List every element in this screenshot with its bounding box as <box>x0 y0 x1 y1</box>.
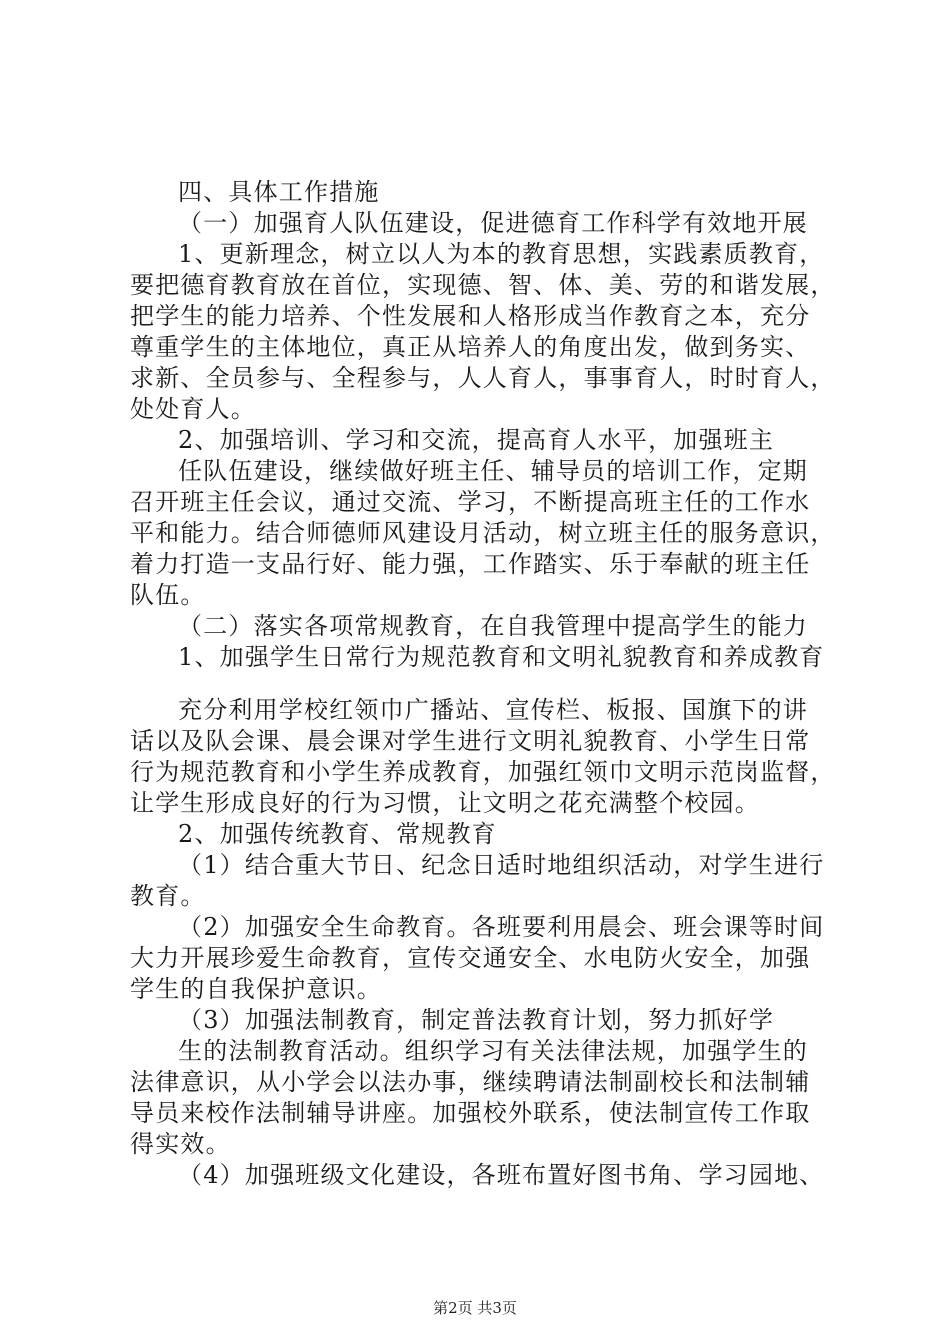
paragraph-line: 行为规范教育和小学生养成教育，加强红领巾文明示范岗监督， <box>130 758 836 786</box>
paragraph-line: 2、加强传统教育、常规教育 <box>178 820 497 848</box>
paragraph-line: （3）加强法制教育，制定普法教育计划，努力抓好学 <box>178 1006 775 1034</box>
paragraph-line: 着力打造一支品行好、能力强，工作踏实、乐于奉献的班主任 <box>130 550 811 578</box>
paragraph-line: 让学生形成良好的行为习惯，让文明之花充满整个校园。 <box>130 789 760 817</box>
paragraph-line: 得实效。 <box>130 1130 231 1158</box>
paragraph-line: 导员来校作法制辅导讲座。加强校外联系，使法制宣传工作取 <box>130 1099 811 1127</box>
paragraph-line: 法律意识，从小学会以法办事，继续聘请法制副校长和法制辅 <box>130 1068 811 1096</box>
subsection-heading: （二）落实各项常规教育，在自我管理中提高学生的能力 <box>178 612 808 640</box>
paragraph-line: 把学生的能力培养、个性发展和人格形成当作教育之本，充分 <box>130 302 811 330</box>
paragraph-line: 充分利用学校红领巾广播站、宣传栏、板报、国旗下的讲 <box>178 696 808 724</box>
paragraph-line: 大力开展珍爱生命教育，宣传交通安全、水电防火安全，加强 <box>130 944 811 972</box>
paragraph-line: 队伍。 <box>130 581 206 609</box>
paragraph-line: （2）加强安全生命教育。各班要利用晨会、班会课等时间 <box>178 913 825 941</box>
paragraph-line: 1、加强学生日常行为规范教育和文明礼貌教育和养成教育 <box>178 643 825 671</box>
paragraph-line: 平和能力。结合师德师风建设月活动，树立班主任的服务意识， <box>130 519 836 547</box>
paragraph-line: 处处育人。 <box>130 395 256 423</box>
page-number-footer: 第2页 共3页 <box>433 1299 517 1317</box>
paragraph-line: 求新、全员参与、全程参与，人人育人，事事育人，时时育人， <box>130 364 836 392</box>
paragraph-line: 2、加强培训、学习和交流，提高育人水平，加强班主 <box>178 426 775 454</box>
paragraph-line: 要把德育教育放在首位，实现德、智、体、美、劳的和谐发展， <box>130 271 836 299</box>
paragraph-line: （4）加强班级文化建设，各班布置好图书角、学习园地、 <box>178 1161 825 1189</box>
paragraph-line: 话以及队会课、晨会课对学生进行文明礼貌教育、小学生日常 <box>130 727 811 755</box>
subsection-heading: （一）加强育人队伍建设，促进德育工作科学有效地开展 <box>178 209 808 237</box>
paragraph-line: 召开班主任会议，通过交流、学习，不断提高班主任的工作水 <box>130 488 811 516</box>
paragraph-line: 尊重学生的主体地位，真正从培养人的角度出发，做到务实、 <box>130 333 811 361</box>
paragraph-line: 任队伍建设，继续做好班主任、辅导员的培训工作，定期 <box>178 457 808 485</box>
section-heading: 四、具体工作措施 <box>178 178 380 206</box>
paragraph-line: 生的法制教育活动。组织学习有关法律法规，加强学生的 <box>178 1037 808 1065</box>
paragraph-line: 教育。 <box>130 882 206 910</box>
paragraph-line: 学生的自我保护意识。 <box>130 975 382 1003</box>
paragraph-line: （1）结合重大节日、纪念日适时地组织活动，对学生进行 <box>178 851 825 879</box>
paragraph-line: 1、更新理念，树立以人为本的教育思想，实践素质教育， <box>178 240 825 268</box>
